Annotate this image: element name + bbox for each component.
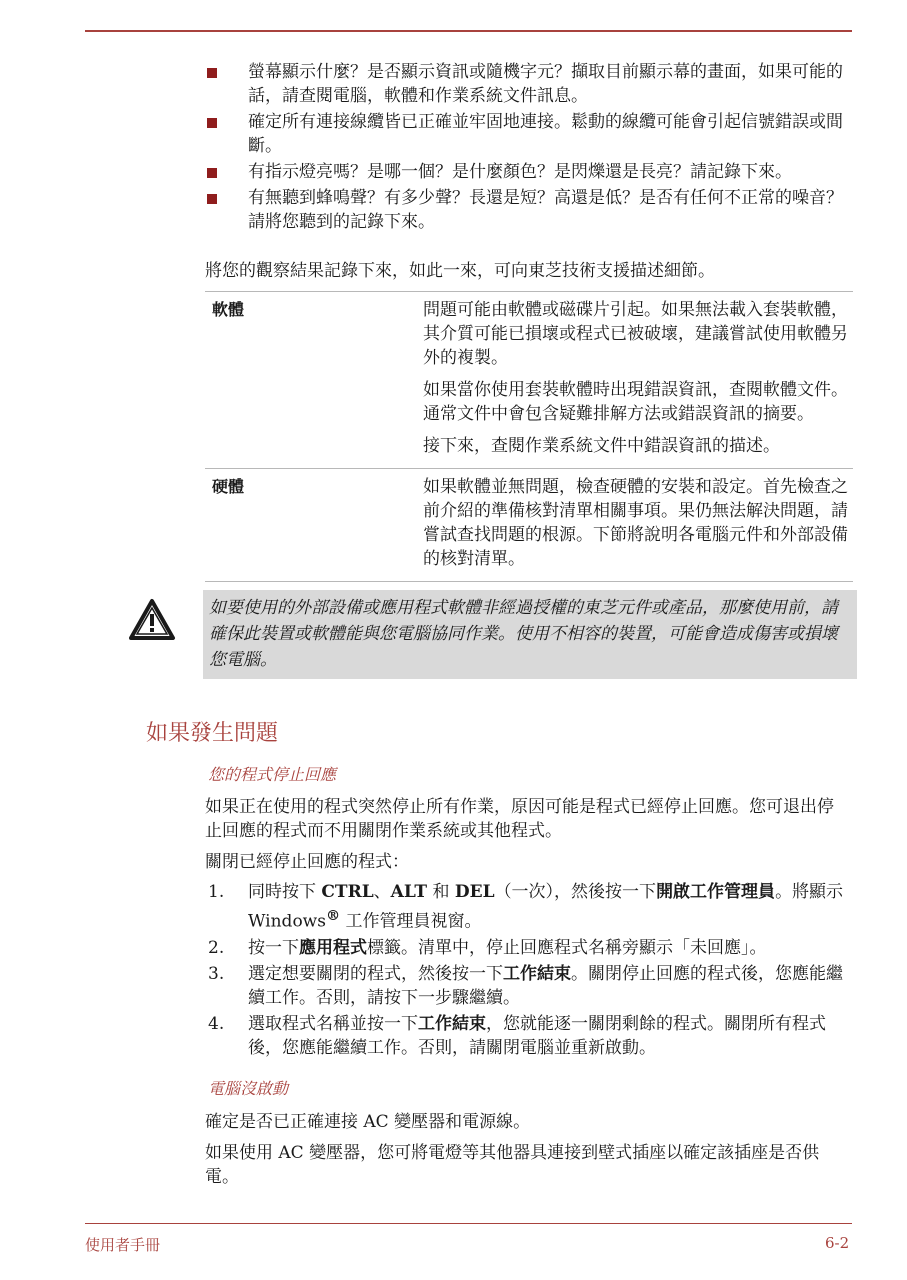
footer-page-number: 6-2: [825, 1234, 850, 1252]
subsection-title: 電腦沒啟動: [208, 1079, 289, 1098]
list-item: 1. 同時按下 CTRL、ALT 和 DEL（一次），然後按一下開啟工作管理員。將顯示 Windows® 工作管理員視窗。: [208, 882, 844, 932]
table-row-head: 軟體: [212, 300, 245, 319]
paragraph: 如果使用 AC 變壓器，您可將電燈等其他器具連接到壁式插座以確定該插座是否供電。: [205, 1143, 820, 1187]
list-item: 螢幕顯示什麼？是否顯示資訊或隨機字元？擷取目前顯示幕的畫面，如果可能的話，請查閱電腦，軟體和作業系統文件訊息。: [205, 60, 850, 108]
warning-text: 如要使用的外部設備或應用程式軟體非經過授權的東芝元件或產品，那麼使用前，請確保此裝置或軟體能與您電腦協同作業。使用不相容的裝置，可能會造成傷害或損壞您電腦。: [209, 598, 838, 670]
header-rule: [85, 30, 852, 32]
list-item: 3. 選定想要關閉的程式，然後按一下工作結束。關閉停止回應的程式後，您應能繼續工作。否則，請按下一步驟繼續。: [208, 963, 843, 1008]
observation-list: [205, 60, 850, 236]
warning-box: [203, 590, 857, 679]
footer-manual-title: 使用者手冊: [85, 1236, 161, 1254]
bullet-square-icon: [207, 168, 217, 178]
list-item: 確定所有連接線纜皆已正確並牢固地連接。鬆動的線纜可能會引起信號錯誤或間斷。: [205, 110, 850, 158]
subsection-title: 您的程式停止回應: [208, 765, 337, 784]
paragraph: 如果正在使用的程式突然停止所有作業，原因可能是程式已經停止回應。您可退出停止回應的程式而不用關閉作業系統或其他程式。: [205, 797, 834, 841]
list-item: 2. 按一下應用程式標籤。清單中，停止回應程式名稱旁顯示「未回應」。: [208, 937, 767, 958]
section-title: 如果發生問題: [146, 721, 279, 746]
table-row-software: [205, 291, 853, 469]
table-row-body: 問題可能由軟體或磁碟片引起。如果無法載入套裝軟體，其介質可能已損壞或程式已被破壞，建議嘗試使用軟體另外的複製。 如果當你使用套裝軟體時出現錯誤資訊，查閱軟體文件。通常文件中會包含疑難排解方法或錯誤資訊的摘要。 接下來，查閱作業系統文件中錯誤資訊的描述。: [423, 300, 848, 456]
list-item: 有無聽到蜂鳴聲？有多少聲？長還是短？高還是低？是否有任何不正常的噪音？請將您聽到的記錄下來。: [205, 186, 850, 234]
list-item: 有指示燈亮嗎？是哪一個？是什麼顏色？是閃爍還是長亮？請記錄下來。: [205, 160, 850, 184]
paragraph: 關閉已經停止回應的程式：: [205, 852, 409, 872]
warning-triangle-icon: [128, 598, 176, 642]
bullet-square-icon: [207, 118, 217, 128]
troubleshoot-table: [205, 291, 853, 582]
table-row-head: 硬體: [212, 477, 245, 496]
paragraph: 確定是否已正確連接 AC 變壓器和電源線。: [205, 1112, 531, 1132]
list-item: 4. 選取程式名稱並按一下工作結束，您就能逐一關閉剩餘的程式。關閉所有程式後，您應能繼續工作。否則，請關閉電腦並重新啟動。: [208, 1013, 826, 1058]
footer-rule: [85, 1223, 852, 1224]
steps-list: [205, 880, 853, 1062]
bullet-square-icon: [207, 194, 217, 204]
table-row-hardware: [205, 469, 853, 582]
bullet-square-icon: [207, 68, 217, 78]
table-row-body: 如果軟體並無問題，檢查硬體的安裝和設定。首先檢查之前介紹的準備核對清單相關事項。果仍無法解決問題，請嘗試查找問題的根源。下節將說明各電腦元件和外部設備的核對清單。: [423, 477, 848, 569]
summary-paragraph: 將您的觀察結果記錄下來，如此一來，可向東芝技術支援描述細節。: [205, 261, 715, 281]
